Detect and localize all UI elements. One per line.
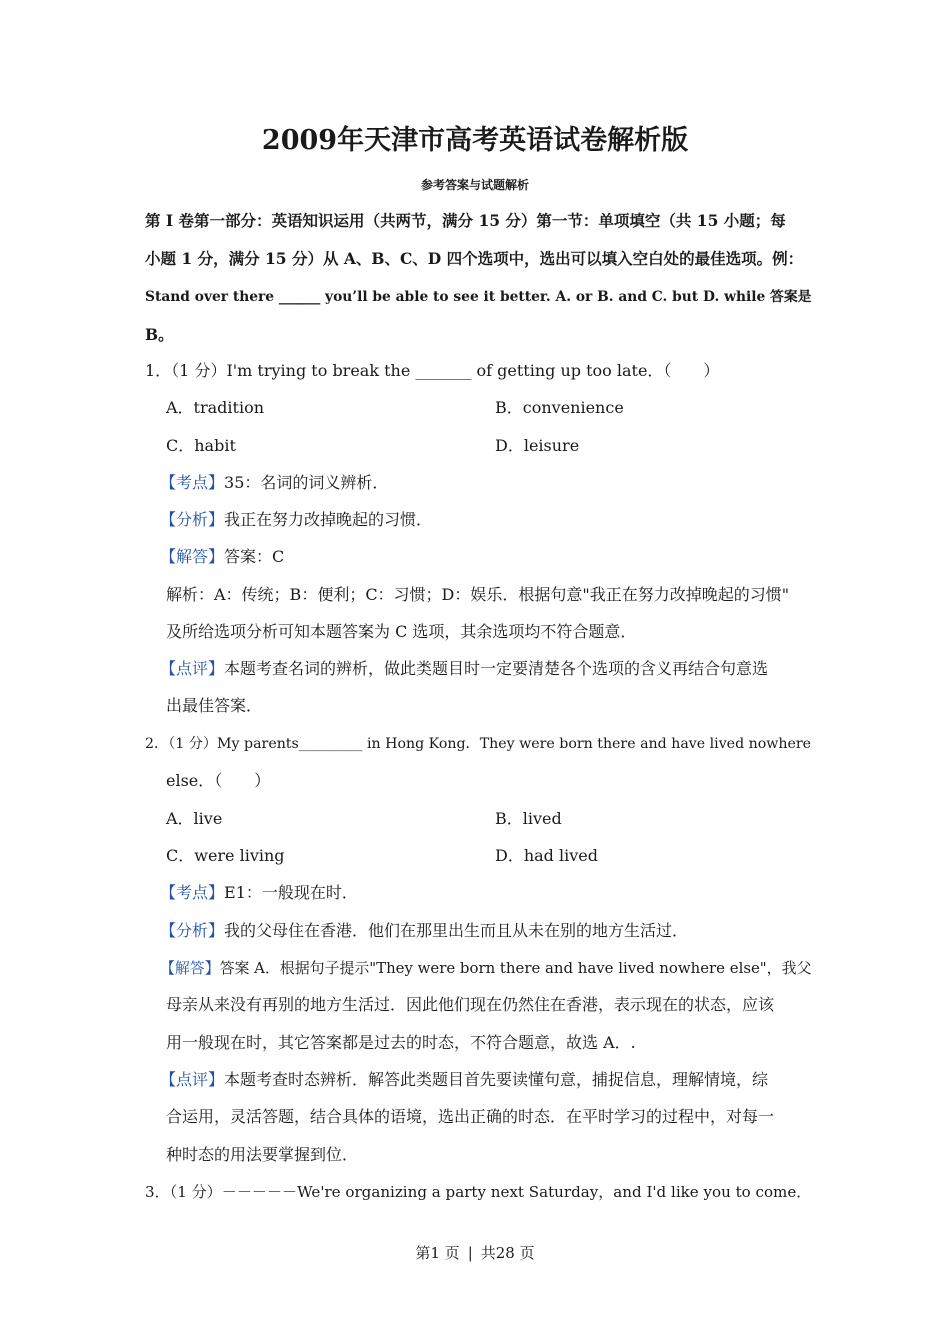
page-subtitle: 参考答案与试题解析: [420, 178, 529, 192]
intro-line-3: Stand over there ______ you’ll be able to see it better. A. or B. and C. but D. while 答案是: [145, 289, 812, 305]
page-number: 第1 页: [415, 1244, 460, 1262]
q2-jieda-line-2: 母亲从来没有再别的地方生活过．因此他们现在仍然住在香港，表示现在的状态，应该: [166, 995, 775, 1014]
kaodian-tag: 【考点】: [160, 473, 225, 492]
footer-separator: |: [467, 1244, 473, 1262]
q1-option-b: B．convenience: [495, 398, 624, 417]
intro-line-2: 小题 1 分，满分 15 分）从 A、B、C、D 四个选项中，选出可以填入空白处的最佳选项。例：: [145, 249, 804, 268]
kaodian-text: E1：一般现在时．: [224, 883, 358, 902]
q2-dianping-line-3: 种时态的用法要掌握到位．: [166, 1145, 359, 1164]
question-3-stem: 3．（1 分）－－－－－We're organizing a party next Saturday，and I'd like you to come．: [145, 1183, 812, 1201]
q1-option-d: D．leisure: [495, 436, 580, 455]
q1-fenxi: [160, 510, 432, 530]
intro-line-4: B。: [145, 325, 174, 344]
q1-jiexi-line-1: 解析：A：传统；B：便利；C：习惯；D：娱乐．根据句意"我正在努力改掉晚起的习惯": [166, 585, 790, 604]
q2-fenxi: [160, 921, 688, 941]
question-2-stem-line-2: else．（ ）: [166, 771, 271, 790]
q2-option-a: A．live: [166, 809, 223, 828]
q1-kaodian: [160, 473, 388, 493]
dianping-text: 本题考查名词的辨析，做此类题目时一定要清楚各个选项的含义再结合句意选: [224, 659, 769, 678]
q2-dianping-line-2: 合运用，灵活答题，结合具体的语境，选出正确的时态．在平时学习的过程中，对每一: [166, 1107, 775, 1126]
q1-option-a: A．tradition: [166, 398, 265, 417]
jieda-text: 答案：C: [224, 547, 285, 566]
q2-jieda: [160, 958, 811, 978]
jieda-tag: 【解答】: [160, 959, 220, 977]
q2-option-d: D．had lived: [495, 846, 598, 865]
dianping-tag: 【点评】: [160, 1070, 225, 1089]
page-footer: [0, 1242, 950, 1263]
dianping-text: 本题考查时态辨析．解答此类题目首先要读懂句意，捕捉信息，理解情境，综: [224, 1070, 769, 1089]
page-total: 共28 页: [480, 1244, 535, 1262]
q2-option-c: C．were living: [166, 846, 285, 865]
kaodian-tag: 【考点】: [160, 883, 225, 902]
q1-jieda: [160, 547, 284, 567]
q1-dianping: [160, 659, 768, 679]
question-1-stem: 1．（1 分）I'm trying to break the _______ of getting up too late．（ ）: [145, 361, 720, 380]
q1-dianping-line-2: 出最佳答案．: [166, 696, 263, 715]
q1-jiexi-line-2: 及所给选项分析可知本题答案为 C 选项，其余选项均不符合题意．: [166, 622, 637, 641]
intro-line-1: 第 I 卷第一部分：英语知识运用（共两节，满分 15 分）第一节：单项填空（共 15 小题；每: [145, 211, 786, 230]
fenxi-text: 我正在努力改掉晚起的习惯．: [224, 510, 433, 529]
fenxi-tag: 【分析】: [160, 921, 225, 940]
q2-kaodian: [160, 883, 358, 903]
fenxi-text: 我的父母住在香港．他们在那里出生而且从未在别的地方生活过．: [224, 921, 689, 940]
jieda-tag: 【解答】: [160, 547, 225, 566]
q2-option-b: B．lived: [495, 809, 562, 828]
jieda-text: 答案 A．根据句子提示"They were born there and have lived nowhere else"，我父: [219, 959, 812, 977]
dianping-tag: 【点评】: [160, 659, 225, 678]
q2-dianping: [160, 1070, 768, 1090]
q2-jieda-line-3: 用一般现在时，其它答案都是过去的时态，不符合题意，故选 A．.: [166, 1033, 636, 1052]
fenxi-tag: 【分析】: [160, 510, 225, 529]
kaodian-text: 35：名词的词义辨析．: [224, 473, 389, 492]
question-2-stem: 2．（1 分）My parents_________ in Hong Kong．They were born there and have lived nowhere: [145, 736, 812, 752]
page-title: 2009年天津市高考英语试卷解析版: [261, 125, 689, 156]
q1-option-c: C．habit: [166, 436, 236, 455]
